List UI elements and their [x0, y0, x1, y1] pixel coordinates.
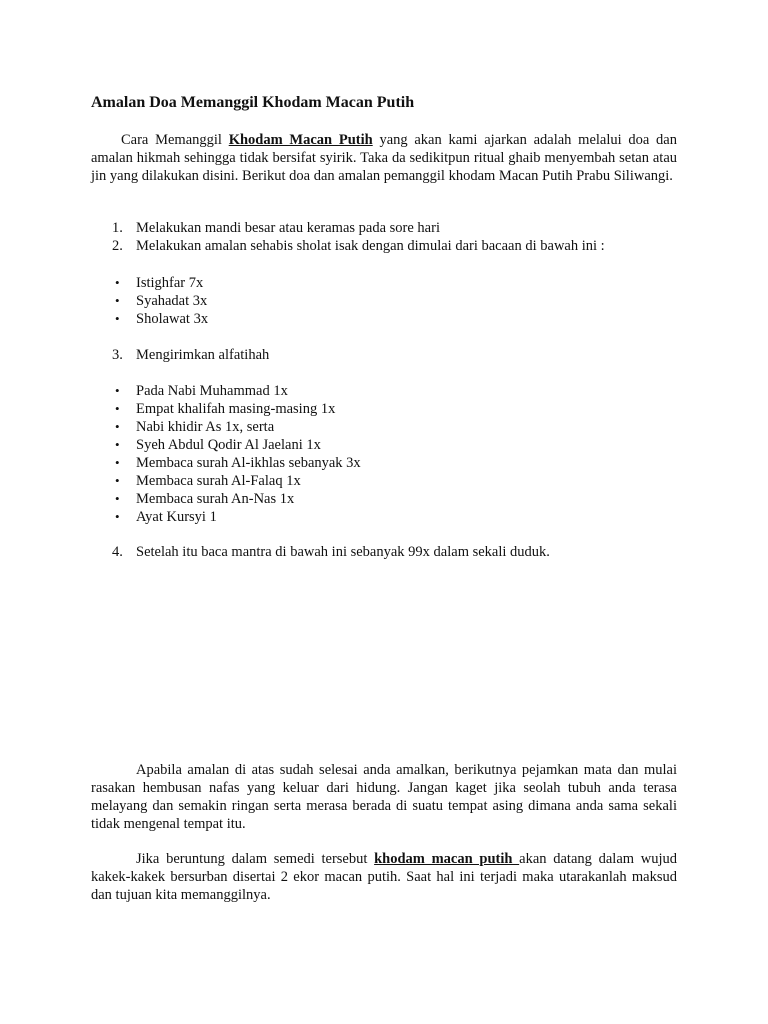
step-number: 3.: [112, 347, 123, 363]
list-item: [112, 219, 677, 237]
step-text: Mengirimkan alfatihah: [136, 347, 270, 363]
list-item: [112, 490, 677, 508]
final-prefix: Jika beruntung dalam semedi tersebut: [136, 851, 375, 867]
intro-prefix: Cara Memanggil: [121, 132, 229, 148]
bullet-text: Membaca surah An-Nas 1x: [136, 491, 295, 507]
step-number: 4.: [112, 544, 123, 560]
list-item: [112, 454, 677, 472]
list-item: [112, 400, 677, 418]
step-number: 1.: [112, 220, 123, 236]
khodam-macan-putih-link-2[interactable]: khodam macan putih: [374, 851, 520, 867]
list-item: [112, 418, 677, 436]
intro-suffix: yang akan kami ajarkan adalah melalui doa dan amalan hikmah sehingga tidak bersifat syirik. Taka da sedikitpun ritual ghaib menyembah setan atau jin yang dilakukan disini. Berikut doa dan amalan pemanggil khodam Macan Putih Prabu Siliwangi.: [91, 132, 677, 184]
bullet-text: Nabi khidir As 1x, serta: [136, 419, 275, 435]
document-title: Amalan Doa Memanggil Khodam Macan Putih: [91, 94, 415, 111]
list-item: [112, 310, 677, 328]
bullet-text: Membaca surah Al-ikhlas sebanyak 3x: [136, 455, 361, 471]
bullet-icon: •: [115, 401, 120, 416]
numbered-step-3: [112, 346, 677, 364]
intro-paragraph: [91, 131, 677, 185]
step-text: Setelah itu baca mantra di bawah ini sebanyak 99x dalam sekali duduk.: [136, 544, 550, 560]
list-item: [112, 508, 677, 526]
numbered-steps-1-2: [112, 219, 677, 255]
bullet-icon: •: [115, 419, 120, 434]
bullet-text: Pada Nabi Muhammad 1x: [136, 383, 288, 399]
bullet-icon: •: [115, 293, 120, 308]
list-item: [112, 382, 677, 400]
list-item: [112, 292, 677, 310]
bullet-text: Empat khalifah masing-masing 1x: [136, 401, 336, 417]
bullet-icon: •: [115, 311, 120, 326]
bullet-icon: •: [115, 473, 120, 488]
bullet-icon: •: [115, 455, 120, 470]
bullet-text: Istighfar 7x: [136, 275, 204, 291]
after-ritual-paragraph: Apabila amalan di atas sudah selesai anda amalkan, berikutnya pejamkan mata dan mulai rasakan hembusan nafas yang keluar dari hidung. Jangan kaget jika seolah tubuh anda terasa melayang dan semakin ringan serta merasa berada di suatu tempat asing dimana anda sama sekali tidak mengenal tempat itu.: [91, 762, 677, 832]
bullet-icon: •: [115, 437, 120, 452]
bullet-text: Sholawat 3x: [136, 311, 209, 327]
bullet-icon: •: [115, 383, 120, 398]
bullet-text: Membaca surah Al-Falaq 1x: [136, 473, 301, 489]
bullet-icon: •: [115, 509, 120, 524]
list-item: [112, 436, 677, 454]
list-item: [112, 274, 677, 292]
bullet-text: Syahadat 3x: [136, 293, 208, 309]
bullet-list-recitations: [112, 274, 677, 328]
bullet-list-alfatihah: [112, 382, 677, 526]
numbered-step-4: [112, 543, 677, 561]
list-item: [112, 346, 677, 364]
bullet-text: Syeh Abdul Qodir Al Jaelani 1x: [136, 437, 321, 453]
bullet-text: Ayat Kursyi 1: [136, 509, 217, 525]
list-item: [112, 543, 677, 561]
step-number: 2.: [112, 238, 123, 254]
bullet-icon: •: [115, 491, 120, 506]
step-text: Melakukan mandi besar atau keramas pada sore hari: [136, 220, 440, 236]
final-suffix: akan datang dalam wujud kakek-kakek bersurban disertai 2 ekor macan putih. Saat hal ini terjadi maka utarakanlah maksud dan tujuan kita memanggilnya.: [91, 851, 677, 903]
final-paragraph: [91, 850, 677, 904]
list-item: [112, 237, 677, 255]
khodam-macan-putih-link[interactable]: Khodam Macan Putih: [228, 132, 373, 148]
step-text: Melakukan amalan sehabis sholat isak dengan dimulai dari bacaan di bawah ini :: [136, 238, 605, 254]
bullet-icon: •: [115, 275, 120, 290]
list-item: [112, 472, 677, 490]
